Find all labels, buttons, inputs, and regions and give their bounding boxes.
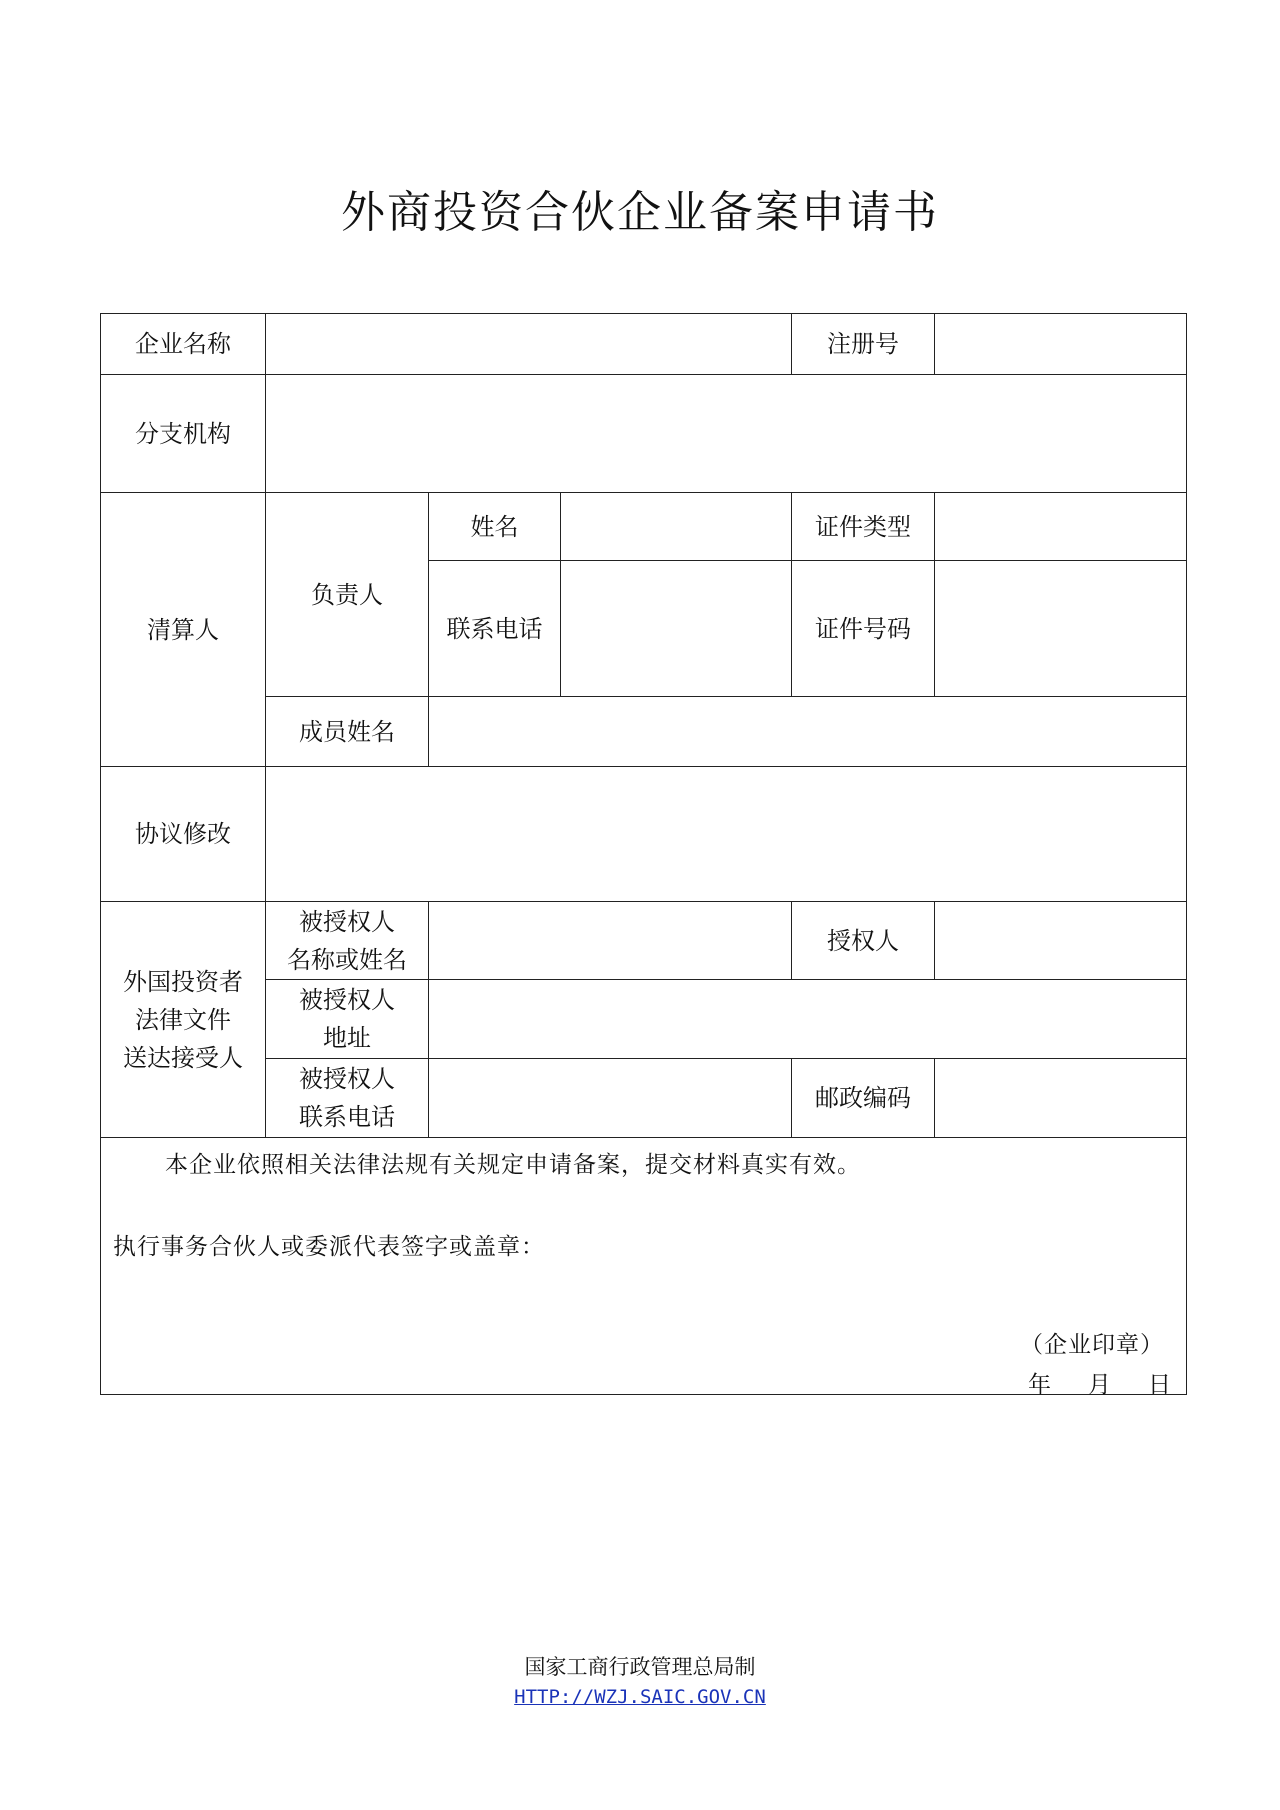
- issuer-text: 国家工商行政管理总局制: [524, 1655, 756, 1679]
- declaration-box[interactable]: [101, 1138, 1187, 1398]
- company-name-field[interactable]: [266, 314, 792, 375]
- footer: [0, 1652, 1280, 1712]
- date-year-label: 年: [1028, 1372, 1052, 1398]
- page-title: 外商投资合伙企业备案申请书: [341, 187, 939, 238]
- authorized-phone-field[interactable]: [429, 1059, 792, 1138]
- agreement-amend-field[interactable]: [266, 767, 1187, 902]
- authorizer-label: 授权人: [792, 902, 935, 980]
- phone-field[interactable]: [561, 561, 792, 697]
- registration-no-label: 注册号: [792, 314, 935, 375]
- id-type-field[interactable]: [935, 493, 1187, 561]
- authorizer-field[interactable]: [935, 902, 1187, 980]
- id-number-field[interactable]: [935, 561, 1187, 697]
- name-label: 姓名: [429, 493, 561, 561]
- name-field[interactable]: [561, 493, 792, 561]
- id-type-label: 证件类型: [792, 493, 935, 561]
- phone-label: 联系电话: [429, 561, 561, 697]
- authorized-address-label: 被授权人 地址: [266, 980, 429, 1059]
- registration-no-field[interactable]: [935, 314, 1187, 375]
- legal-doc-recipient-label: 外国投资者 法律文件 送达接受人: [101, 902, 266, 1138]
- company-name-label: 企业名称: [101, 314, 266, 375]
- date-line: [1028, 1366, 1172, 1404]
- branch-label: 分支机构: [101, 375, 266, 493]
- date-day-label: 日: [1148, 1372, 1172, 1398]
- date-month-label: 月: [1088, 1372, 1112, 1398]
- postal-code-label: 邮政编码: [792, 1059, 935, 1138]
- company-seal-label: （企业印章）: [1020, 1332, 1164, 1358]
- postal-code-field[interactable]: [935, 1059, 1187, 1138]
- liquidator-label: 清算人: [101, 493, 266, 767]
- member-names-label: 成员姓名: [266, 697, 429, 767]
- authorized-name-field[interactable]: [429, 902, 792, 980]
- website-link[interactable]: HTTP://WZJ.SAIC.GOV.CN: [514, 1686, 766, 1708]
- authorized-address-field[interactable]: [429, 980, 1187, 1059]
- member-names-field[interactable]: [429, 697, 1187, 767]
- filing-application-form: [100, 313, 1187, 1398]
- declaration-statement: 本企业依照相关法律法规有关规定申请备案，提交材料真实有效。: [165, 1152, 861, 1178]
- signature-prompt: 执行事务合伙人或委派代表签字或盖章：: [113, 1234, 545, 1260]
- id-number-label: 证件号码: [792, 561, 935, 697]
- branch-field[interactable]: [266, 375, 1187, 493]
- agreement-amend-label: 协议修改: [101, 767, 266, 902]
- authorized-phone-label: 被授权人 联系电话: [266, 1059, 429, 1138]
- authorized-name-label: 被授权人 名称或姓名: [266, 902, 429, 980]
- person-in-charge-label: 负责人: [266, 493, 429, 697]
